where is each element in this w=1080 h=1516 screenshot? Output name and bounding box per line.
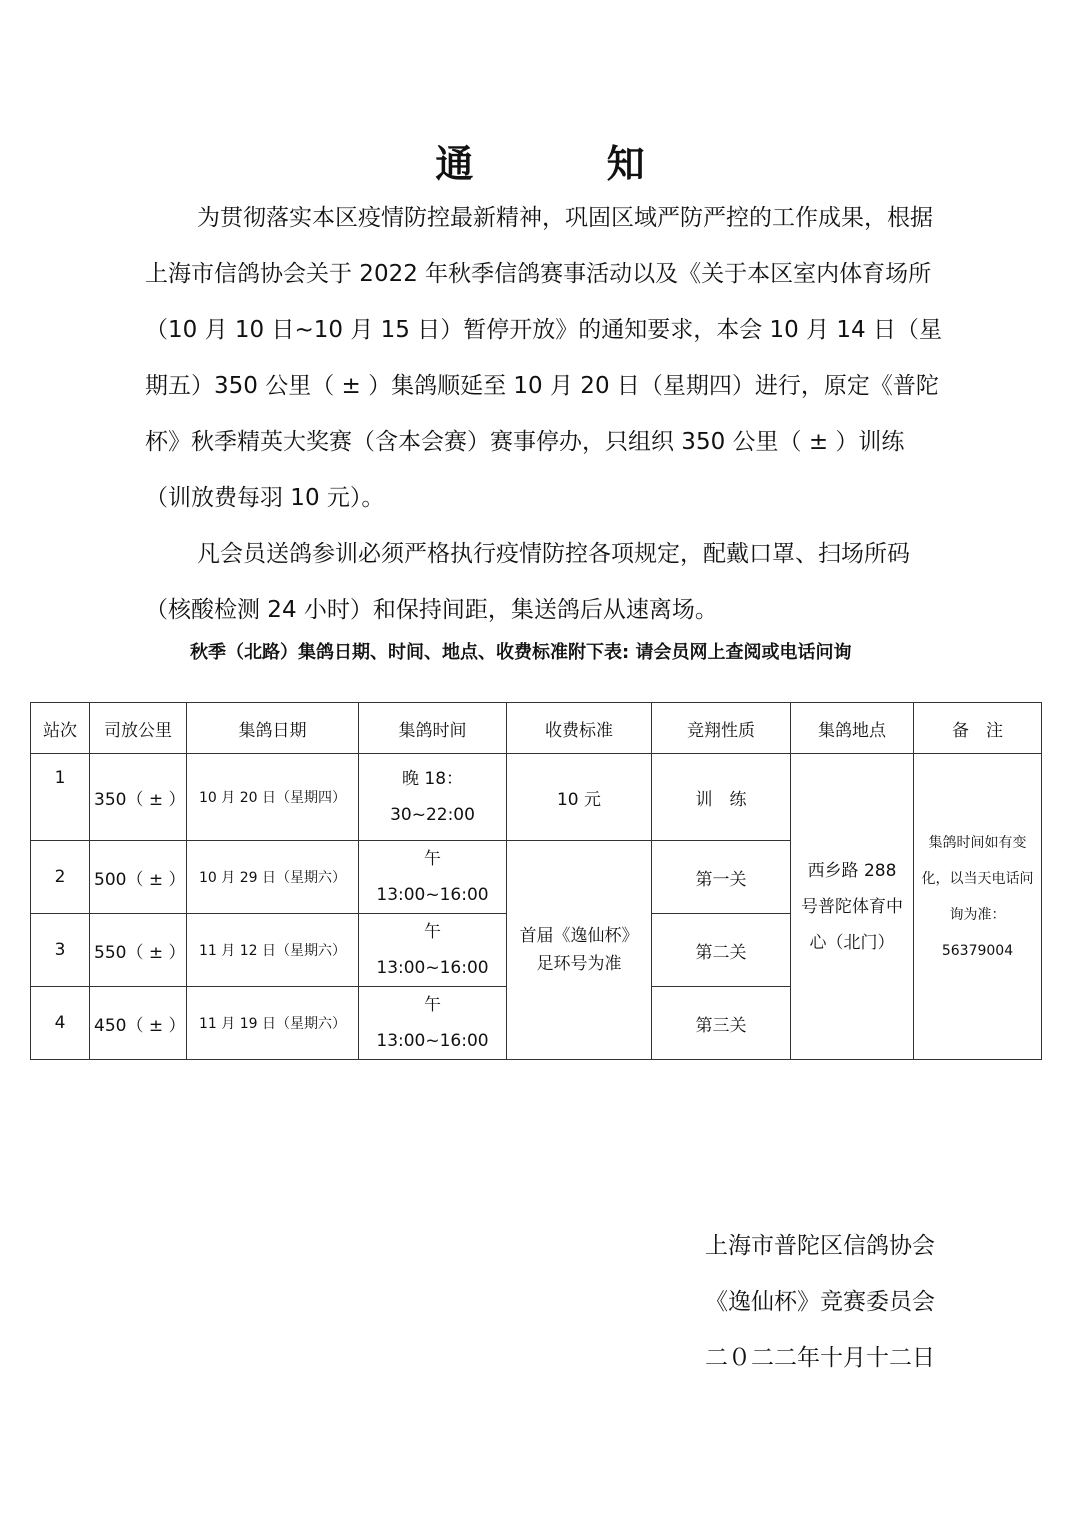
header-location: 集鸽地点 [791, 703, 914, 754]
row-time [359, 987, 507, 1060]
race-fee-cell [507, 841, 652, 1060]
table-header-row [31, 703, 1042, 754]
paragraph-1: 为贯彻落实本区疫情防控最新精神，巩固区域严防严控的工作成果，根据上海市信鸽协会关于 2022 年秋季信鸽赛事活动以及《关于本区室内体育场所（10 月 10 日~10 月 15 日）暂停开放》的通知要求，本会 10 月 14 日（星期五）350 公里（ ± ）集鸽顺延至 10 月 20 日（星期四）进行，原定《普陀杯》秋季精英大奖赛（含本会赛）赛事停办，只组织 350 公里（ ± ）训练（训放费每羽 10 元）。 [145, 205, 942, 511]
header-distance: 司放公里 [90, 703, 187, 754]
row-time-label: 晚 18： [401, 769, 464, 789]
row-time-range: 13:00~16:00 [376, 958, 489, 978]
signature-date: 二０二二年十月十二日 [705, 1345, 935, 1371]
header-station: 站次 [31, 703, 90, 754]
row-date: 11 月 12 日（星期六） [187, 914, 359, 987]
signature-org: 上海市普陀区信鸽协会 [705, 1233, 935, 1259]
row-distance: 350（ ± ） [90, 754, 187, 841]
row-distance: 500（ ± ） [90, 841, 187, 914]
header-race-type: 竞翔性质 [652, 703, 791, 754]
table-row [31, 754, 1042, 841]
row-time-label: 午 [424, 995, 441, 1015]
location-text: 西乡路 288 号普陀体育中心（北门） [801, 860, 903, 953]
row-fee: 10 元 [507, 754, 652, 841]
schedule-table [30, 702, 1042, 1060]
row-date: 10 月 29 日（星期六） [187, 841, 359, 914]
race-fee-text: 首届《逸仙杯》足环号为准 [519, 926, 639, 974]
note-text: 集鸽时间如有变化，以当天电话问询为准：56379004 [921, 834, 1034, 959]
paragraph-2: 凡会员送鸽参训必须严格执行疫情防控各项规定，配戴口罩、扫场所码（核酸检测 24 小时）和保持间距，集送鸽后从速离场。 [145, 541, 910, 623]
row-time [359, 754, 507, 841]
row-race-type: 第二关 [652, 914, 791, 987]
row-distance: 450（ ± ） [90, 987, 187, 1060]
row-race-type: 第一关 [652, 841, 791, 914]
row-date: 11 月 19 日（星期六） [187, 987, 359, 1060]
row-time [359, 914, 507, 987]
location-cell [791, 754, 914, 1060]
signature-block [705, 1218, 935, 1386]
row-time-label: 午 [424, 922, 441, 942]
row-time [359, 841, 507, 914]
row-time-range: 13:00~16:00 [376, 885, 489, 905]
row-station: 3 [31, 914, 90, 987]
row-time-label: 午 [424, 849, 441, 869]
table-caption: 秋季（北路）集鸽日期、时间、地点、收费标准附下表: 请会员网上查阅或电话问询 [190, 642, 852, 663]
row-date: 10 月 20 日（星期四） [187, 754, 359, 841]
row-time-range: 30~22:00 [390, 805, 475, 825]
notice-body [145, 190, 945, 638]
row-time-range: 13:00~16:00 [376, 1031, 489, 1051]
header-time: 集鸽时间 [359, 703, 507, 754]
header-date: 集鸽日期 [187, 703, 359, 754]
row-station: 2 [31, 841, 90, 914]
header-note: 备 注 [914, 703, 1042, 754]
notice-title: 通 知 [435, 141, 705, 186]
row-race-type: 第三关 [652, 987, 791, 1060]
note-cell [914, 754, 1042, 1060]
row-station: 1 [31, 754, 90, 841]
row-race-type: 训 练 [652, 754, 791, 841]
row-distance: 550（ ± ） [90, 914, 187, 987]
header-fee: 收费标准 [507, 703, 652, 754]
row-station: 4 [31, 987, 90, 1060]
signature-committee: 《逸仙杯》竞赛委员会 [705, 1289, 935, 1315]
